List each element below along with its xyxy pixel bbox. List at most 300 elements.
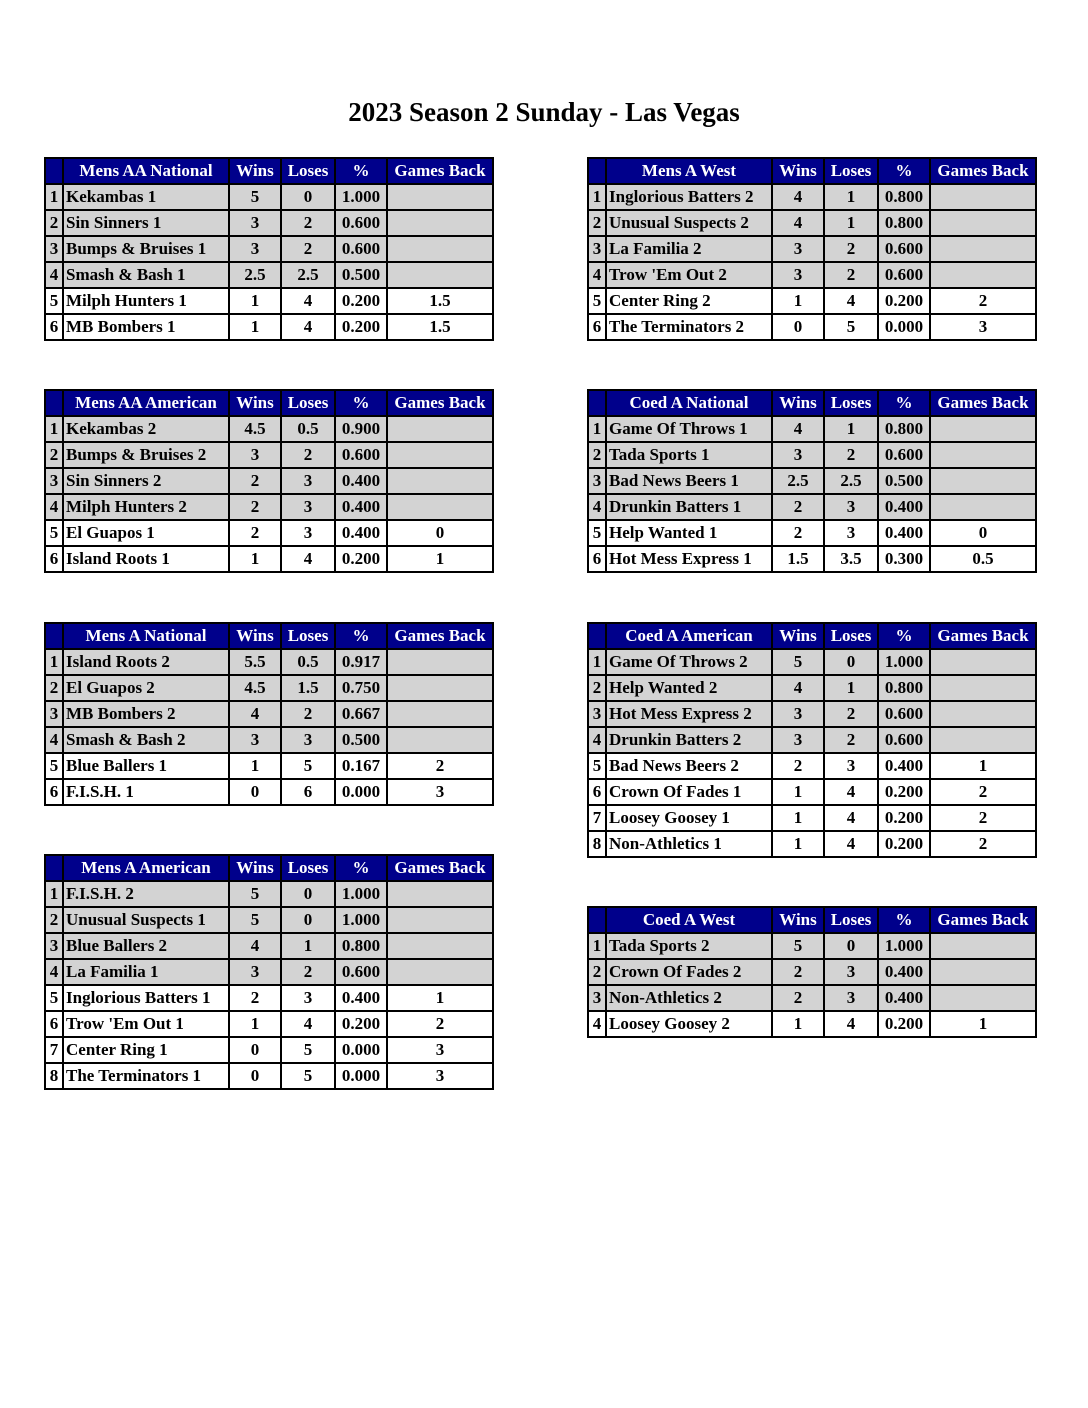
team-name-cell: Tada Sports 2 (606, 933, 772, 959)
team-name-cell: Crown Of Fades 1 (606, 779, 772, 805)
team-name-cell: Smash & Bash 2 (63, 727, 229, 753)
pct-cell: 0.200 (878, 1011, 930, 1037)
games-back-cell (387, 675, 493, 701)
team-name-cell: Center Ring 2 (606, 288, 772, 314)
table-row (588, 727, 1036, 753)
pct-cell: 0.400 (878, 494, 930, 520)
table-header-row (588, 390, 1036, 416)
wins-cell: 5 (229, 184, 281, 210)
pct-cell: 0.200 (335, 546, 387, 572)
rank-cell: 2 (588, 959, 606, 985)
rank-cell: 4 (588, 494, 606, 520)
rank-cell: 6 (588, 546, 606, 572)
header-wins: Wins (772, 623, 824, 649)
team-name-cell: Non-Athletics 2 (606, 985, 772, 1011)
games-back-cell: 3 (387, 779, 493, 805)
games-back-cell (387, 184, 493, 210)
header-rank (588, 907, 606, 933)
table-row (45, 262, 493, 288)
header-rank (588, 390, 606, 416)
wins-cell: 5 (229, 881, 281, 907)
loses-cell: 4 (281, 546, 335, 572)
games-back-cell (387, 494, 493, 520)
loses-cell: 2 (824, 262, 878, 288)
table-row (45, 701, 493, 727)
wins-cell: 3 (772, 701, 824, 727)
header-games-back: Games Back (930, 390, 1036, 416)
header-loses: Loses (824, 907, 878, 933)
rank-cell: 4 (588, 1011, 606, 1037)
rank-cell: 8 (588, 831, 606, 857)
standings-table-coed-a-west (587, 906, 1037, 1038)
rank-cell: 3 (588, 701, 606, 727)
loses-cell: 2 (281, 210, 335, 236)
standings-table-mens-aa-national (44, 157, 494, 341)
games-back-cell (930, 675, 1036, 701)
team-name-cell: Center Ring 1 (63, 1037, 229, 1063)
wins-cell: 1 (229, 753, 281, 779)
division-name: Mens AA National (63, 158, 229, 184)
games-back-cell (930, 442, 1036, 468)
pct-cell: 0.200 (878, 288, 930, 314)
team-name-cell: Game Of Throws 2 (606, 649, 772, 675)
games-back-cell (930, 959, 1036, 985)
table-row (588, 314, 1036, 340)
team-name-cell: Sin Sinners 2 (63, 468, 229, 494)
table-row (588, 753, 1036, 779)
pct-cell: 0.500 (878, 468, 930, 494)
rank-cell: 3 (45, 468, 63, 494)
header-wins: Wins (772, 158, 824, 184)
table-row (45, 753, 493, 779)
wins-cell: 1 (229, 314, 281, 340)
table-row (588, 236, 1036, 262)
rank-cell: 3 (588, 468, 606, 494)
table-row (45, 546, 493, 572)
table-row (45, 236, 493, 262)
wins-cell: 5 (772, 933, 824, 959)
loses-cell: 2 (281, 959, 335, 985)
rank-cell: 1 (588, 933, 606, 959)
games-back-cell (930, 262, 1036, 288)
table-row (45, 727, 493, 753)
header-pct: % (335, 158, 387, 184)
pct-cell: 0.400 (878, 959, 930, 985)
loses-cell: 6 (281, 779, 335, 805)
wins-cell: 3 (229, 236, 281, 262)
table-row (45, 649, 493, 675)
rank-cell: 1 (45, 416, 63, 442)
wins-cell: 5 (229, 907, 281, 933)
rank-cell: 1 (588, 184, 606, 210)
wins-cell: 3 (229, 959, 281, 985)
table-row (588, 649, 1036, 675)
team-name-cell: Hot Mess Express 1 (606, 546, 772, 572)
loses-cell: 3 (281, 727, 335, 753)
rank-cell: 1 (45, 649, 63, 675)
wins-cell: 3 (772, 442, 824, 468)
pct-cell: 1.000 (335, 184, 387, 210)
team-name-cell: Inglorious Batters 2 (606, 184, 772, 210)
division-name: Mens A National (63, 623, 229, 649)
loses-cell: 1 (824, 210, 878, 236)
loses-cell: 1.5 (281, 675, 335, 701)
header-games-back: Games Back (387, 390, 493, 416)
header-wins: Wins (229, 623, 281, 649)
loses-cell: 3 (824, 494, 878, 520)
games-back-cell (930, 416, 1036, 442)
team-name-cell: Smash & Bash 1 (63, 262, 229, 288)
pct-cell: 0.600 (878, 727, 930, 753)
team-name-cell: Non-Athletics 1 (606, 831, 772, 857)
loses-cell: 1 (824, 416, 878, 442)
pct-cell: 0.600 (335, 210, 387, 236)
table-row (45, 210, 493, 236)
pct-cell: 0.500 (335, 727, 387, 753)
team-name-cell: El Guapos 2 (63, 675, 229, 701)
games-back-cell: 3 (387, 1037, 493, 1063)
loses-cell: 3 (281, 520, 335, 546)
table-row (588, 210, 1036, 236)
header-rank (45, 855, 63, 881)
table-row (45, 314, 493, 340)
wins-cell: 4 (772, 184, 824, 210)
table-row (588, 959, 1036, 985)
loses-cell: 4 (281, 288, 335, 314)
table-row (45, 1011, 493, 1037)
rank-cell: 6 (45, 1011, 63, 1037)
loses-cell: 2 (824, 701, 878, 727)
games-back-cell (930, 985, 1036, 1011)
games-back-cell (930, 184, 1036, 210)
rank-cell: 4 (588, 262, 606, 288)
wins-cell: 2 (229, 494, 281, 520)
games-back-cell (387, 701, 493, 727)
rank-cell: 4 (588, 727, 606, 753)
loses-cell: 0 (281, 881, 335, 907)
team-name-cell: Game Of Throws 1 (606, 416, 772, 442)
loses-cell: 2 (824, 236, 878, 262)
division-name: Mens A American (63, 855, 229, 881)
wins-cell: 4.5 (229, 675, 281, 701)
division-name: Coed A American (606, 623, 772, 649)
wins-cell: 2 (772, 959, 824, 985)
pct-cell: 0.200 (878, 831, 930, 857)
header-wins: Wins (229, 855, 281, 881)
table-row (45, 184, 493, 210)
rank-cell: 1 (45, 184, 63, 210)
rank-cell: 4 (45, 727, 63, 753)
rank-cell: 5 (588, 753, 606, 779)
loses-cell: 1 (824, 184, 878, 210)
rank-cell: 8 (45, 1063, 63, 1089)
table-row (588, 805, 1036, 831)
header-wins: Wins (229, 390, 281, 416)
team-name-cell: La Familia 1 (63, 959, 229, 985)
rank-cell: 3 (45, 933, 63, 959)
pct-cell: 1.000 (878, 933, 930, 959)
rank-cell: 2 (588, 675, 606, 701)
games-back-cell: 1.5 (387, 314, 493, 340)
games-back-cell: 0 (387, 520, 493, 546)
games-back-cell (387, 468, 493, 494)
rank-cell: 2 (45, 907, 63, 933)
loses-cell: 0.5 (281, 416, 335, 442)
wins-cell: 5 (772, 649, 824, 675)
pct-cell: 0.600 (878, 262, 930, 288)
rank-cell: 3 (588, 236, 606, 262)
loses-cell: 2 (824, 727, 878, 753)
standings-table-coed-a-national (587, 389, 1037, 573)
loses-cell: 4 (824, 805, 878, 831)
wins-cell: 3 (772, 262, 824, 288)
table-row (45, 288, 493, 314)
table-row (588, 701, 1036, 727)
header-rank (45, 390, 63, 416)
games-back-cell (387, 442, 493, 468)
games-back-cell (387, 416, 493, 442)
games-back-cell (387, 727, 493, 753)
games-back-cell: 1 (387, 985, 493, 1011)
table-row (45, 881, 493, 907)
pct-cell: 0.600 (335, 959, 387, 985)
wins-cell: 2 (229, 468, 281, 494)
games-back-cell: 1 (930, 753, 1036, 779)
header-wins: Wins (772, 907, 824, 933)
games-back-cell (930, 649, 1036, 675)
pct-cell: 0.600 (878, 442, 930, 468)
table-header-row (45, 390, 493, 416)
games-back-cell (930, 236, 1036, 262)
pct-cell: 0.800 (878, 210, 930, 236)
team-name-cell: Kekambas 1 (63, 184, 229, 210)
loses-cell: 0 (824, 933, 878, 959)
pct-cell: 0.000 (335, 1063, 387, 1089)
header-games-back: Games Back (387, 855, 493, 881)
rank-cell: 2 (45, 442, 63, 468)
loses-cell: 4 (281, 314, 335, 340)
loses-cell: 0.5 (281, 649, 335, 675)
rank-cell: 2 (45, 210, 63, 236)
rank-cell: 3 (45, 236, 63, 262)
team-name-cell: The Terminators 2 (606, 314, 772, 340)
loses-cell: 4 (824, 831, 878, 857)
pct-cell: 0.400 (878, 520, 930, 546)
team-name-cell: Island Roots 1 (63, 546, 229, 572)
games-back-cell (387, 649, 493, 675)
wins-cell: 5.5 (229, 649, 281, 675)
pct-cell: 0.900 (335, 416, 387, 442)
wins-cell: 4 (229, 701, 281, 727)
games-back-cell (387, 210, 493, 236)
loses-cell: 0 (281, 907, 335, 933)
pct-cell: 0.800 (878, 184, 930, 210)
loses-cell: 2.5 (824, 468, 878, 494)
header-games-back: Games Back (930, 158, 1036, 184)
table-row (45, 1063, 493, 1089)
wins-cell: 1 (772, 805, 824, 831)
table-row (588, 442, 1036, 468)
loses-cell: 5 (281, 753, 335, 779)
table-row (588, 468, 1036, 494)
games-back-cell (930, 468, 1036, 494)
header-rank (588, 623, 606, 649)
table-row (45, 675, 493, 701)
wins-cell: 1 (772, 779, 824, 805)
rank-cell: 5 (588, 288, 606, 314)
table-header-row (588, 623, 1036, 649)
team-name-cell: La Familia 2 (606, 236, 772, 262)
wins-cell: 3 (229, 210, 281, 236)
wins-cell: 0 (772, 314, 824, 340)
pct-cell: 0.167 (335, 753, 387, 779)
table-row (45, 416, 493, 442)
pct-cell: 0.667 (335, 701, 387, 727)
rank-cell: 7 (588, 805, 606, 831)
wins-cell: 1 (772, 288, 824, 314)
pct-cell: 0.800 (878, 675, 930, 701)
pct-cell: 0.800 (878, 416, 930, 442)
games-back-cell (930, 727, 1036, 753)
team-name-cell: Blue Ballers 1 (63, 753, 229, 779)
loses-cell: 3 (281, 494, 335, 520)
loses-cell: 0 (824, 649, 878, 675)
rank-cell: 6 (588, 779, 606, 805)
games-back-cell (387, 907, 493, 933)
table-row (588, 184, 1036, 210)
header-pct: % (335, 390, 387, 416)
wins-cell: 4.5 (229, 416, 281, 442)
loses-cell: 1 (281, 933, 335, 959)
wins-cell: 2.5 (772, 468, 824, 494)
rank-cell: 2 (588, 442, 606, 468)
loses-cell: 1 (824, 675, 878, 701)
team-name-cell: Help Wanted 1 (606, 520, 772, 546)
games-back-cell (930, 933, 1036, 959)
table-header-row (45, 623, 493, 649)
loses-cell: 3 (824, 985, 878, 1011)
division-name: Coed A West (606, 907, 772, 933)
table-row (45, 1037, 493, 1063)
rank-cell: 3 (45, 701, 63, 727)
wins-cell: 2 (772, 520, 824, 546)
team-name-cell: The Terminators 1 (63, 1063, 229, 1089)
wins-cell: 1.5 (772, 546, 824, 572)
table-header-row (45, 158, 493, 184)
pct-cell: 0.400 (335, 494, 387, 520)
team-name-cell: Milph Hunters 2 (63, 494, 229, 520)
team-name-cell: Crown Of Fades 2 (606, 959, 772, 985)
loses-cell: 4 (824, 779, 878, 805)
header-loses: Loses (281, 158, 335, 184)
rank-cell: 3 (588, 985, 606, 1011)
rank-cell: 1 (45, 881, 63, 907)
team-name-cell: Bad News Beers 2 (606, 753, 772, 779)
loses-cell: 4 (824, 1011, 878, 1037)
rank-cell: 4 (45, 494, 63, 520)
games-back-cell: 2 (930, 831, 1036, 857)
table-row (45, 907, 493, 933)
pct-cell: 0.600 (335, 236, 387, 262)
rank-cell: 5 (45, 520, 63, 546)
table-row (45, 959, 493, 985)
wins-cell: 2 (229, 520, 281, 546)
team-name-cell: Bumps & Bruises 2 (63, 442, 229, 468)
page-title: 2023 Season 2 Sunday - Las Vegas (348, 97, 740, 127)
team-name-cell: Bad News Beers 1 (606, 468, 772, 494)
games-back-cell (387, 262, 493, 288)
rank-cell: 6 (45, 779, 63, 805)
games-back-cell (930, 701, 1036, 727)
loses-cell: 2 (824, 442, 878, 468)
header-loses: Loses (824, 623, 878, 649)
header-games-back: Games Back (387, 623, 493, 649)
header-wins: Wins (772, 390, 824, 416)
team-name-cell: MB Bombers 1 (63, 314, 229, 340)
table-row (588, 288, 1036, 314)
games-back-cell: 0.5 (930, 546, 1036, 572)
loses-cell: 3 (824, 959, 878, 985)
pct-cell: 0.400 (335, 985, 387, 1011)
loses-cell: 5 (281, 1063, 335, 1089)
rank-cell: 4 (45, 262, 63, 288)
team-name-cell: F.I.S.H. 1 (63, 779, 229, 805)
loses-cell: 3.5 (824, 546, 878, 572)
table-row (588, 985, 1036, 1011)
header-pct: % (878, 907, 930, 933)
wins-cell: 1 (772, 831, 824, 857)
wins-cell: 2 (772, 494, 824, 520)
games-back-cell: 1.5 (387, 288, 493, 314)
header-games-back: Games Back (930, 907, 1036, 933)
rank-cell: 6 (588, 314, 606, 340)
table-row (588, 262, 1036, 288)
header-pct: % (335, 855, 387, 881)
rank-cell: 4 (45, 959, 63, 985)
team-name-cell: Blue Ballers 2 (63, 933, 229, 959)
table-row (588, 779, 1036, 805)
rank-cell: 1 (588, 416, 606, 442)
rank-cell: 6 (45, 314, 63, 340)
wins-cell: 1 (229, 1011, 281, 1037)
header-rank (45, 158, 63, 184)
rank-cell: 1 (588, 649, 606, 675)
team-name-cell: Drunkin Batters 2 (606, 727, 772, 753)
games-back-cell (387, 236, 493, 262)
pct-cell: 1.000 (878, 649, 930, 675)
games-back-cell: 2 (930, 288, 1036, 314)
wins-cell: 4 (772, 416, 824, 442)
loses-cell: 5 (281, 1037, 335, 1063)
pct-cell: 0.200 (335, 288, 387, 314)
games-back-cell: 2 (930, 805, 1036, 831)
rank-cell: 5 (588, 520, 606, 546)
table-row (588, 1011, 1036, 1037)
loses-cell: 2 (281, 442, 335, 468)
games-back-cell (930, 494, 1036, 520)
pct-cell: 0.000 (878, 314, 930, 340)
table-header-row (45, 855, 493, 881)
loses-cell: 3 (281, 985, 335, 1011)
pct-cell: 0.200 (878, 805, 930, 831)
standings-table-mens-a-west (587, 157, 1037, 341)
games-back-cell: 1 (387, 546, 493, 572)
loses-cell: 5 (824, 314, 878, 340)
team-name-cell: Kekambas 2 (63, 416, 229, 442)
table-row (45, 985, 493, 1011)
header-rank (45, 623, 63, 649)
games-back-cell (387, 881, 493, 907)
